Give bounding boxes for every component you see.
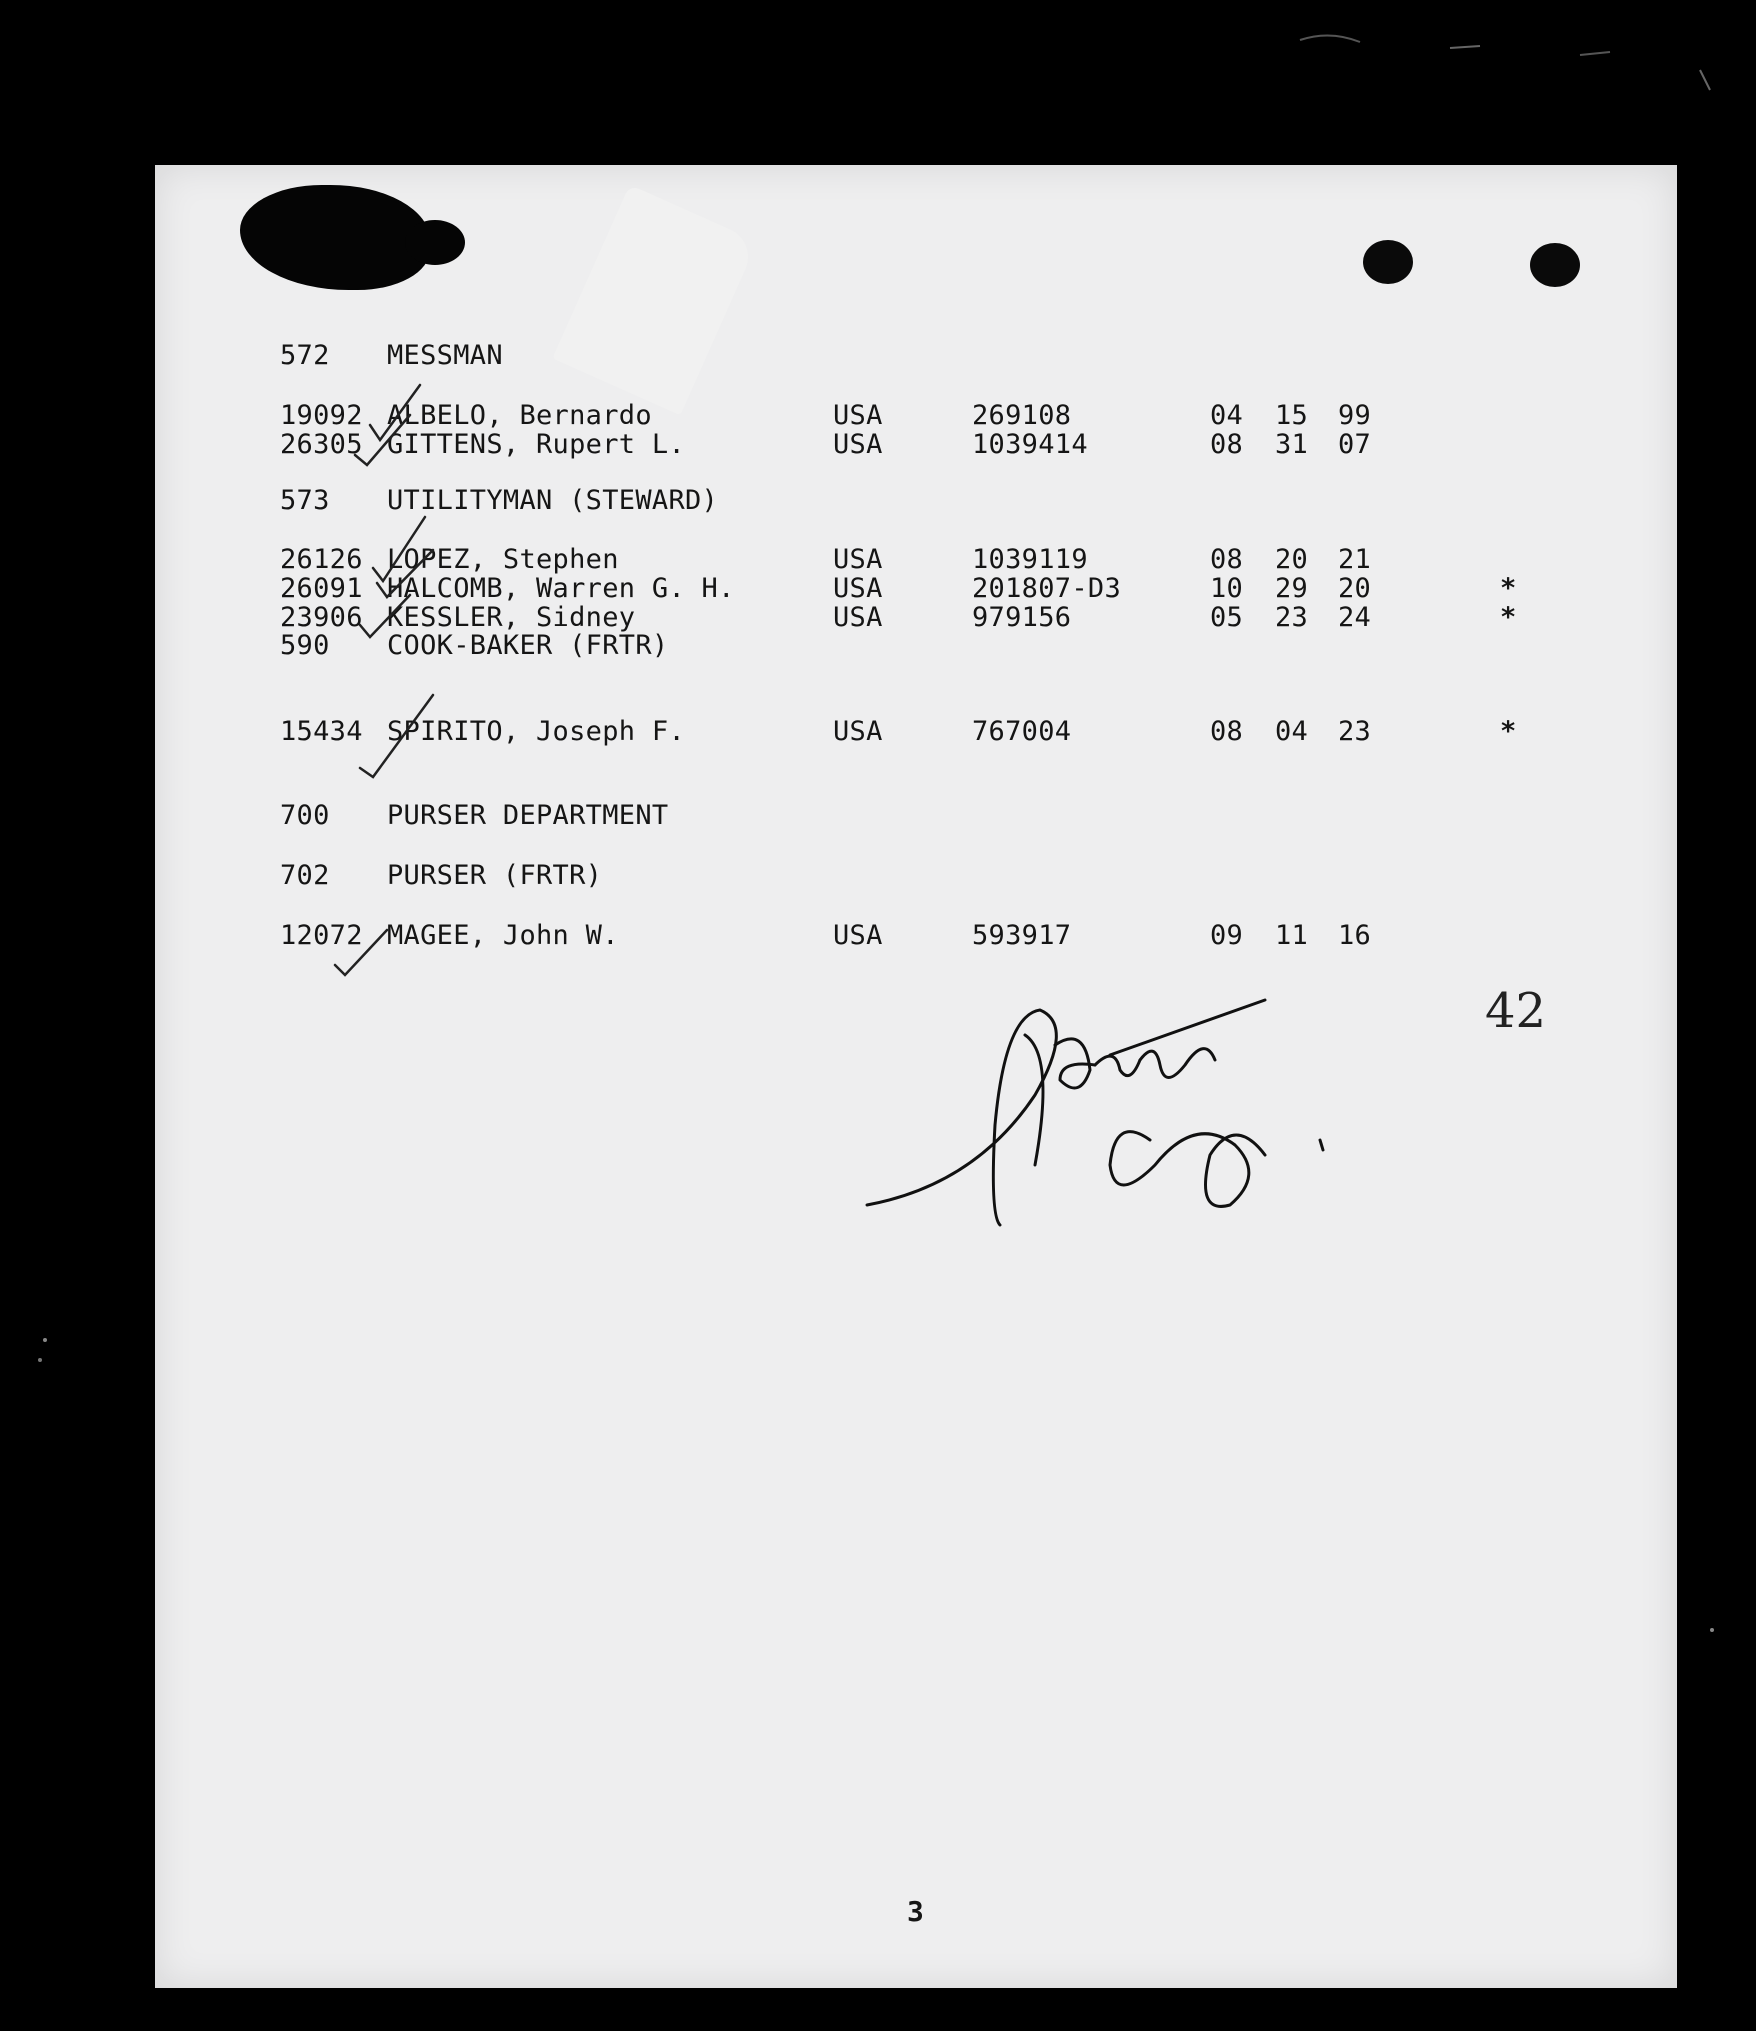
section-title: PURSER DEPARTMENT	[387, 800, 669, 831]
citizenship: USA	[833, 400, 883, 431]
section-code: 702	[280, 860, 330, 891]
crew-name: ALBELO, Bernardo	[387, 400, 652, 431]
birth-year: 99	[1338, 400, 1372, 431]
asterisk-mark: *	[1500, 602, 1517, 633]
section-title: PURSER (FRTR)	[387, 860, 603, 891]
birth-month: 05	[1210, 602, 1244, 633]
crew-name: MAGEE, John W.	[387, 920, 619, 951]
crew-name: GITTENS, Rupert L.	[387, 429, 685, 460]
section-title: UTILITYMAN (STEWARD)	[387, 485, 719, 516]
birth-month: 04	[1210, 400, 1244, 431]
crew-number: 15434	[280, 716, 363, 747]
section-code: 573	[280, 485, 330, 516]
citizenship: USA	[833, 573, 883, 604]
birth-year: 07	[1338, 429, 1372, 460]
section-title: MESSMAN	[387, 340, 503, 371]
birth-day: 11	[1275, 920, 1309, 951]
crew-number: 26126	[280, 544, 363, 575]
birth-day: 23	[1275, 602, 1309, 633]
citizenship: USA	[833, 544, 883, 575]
birth-day: 29	[1275, 573, 1309, 604]
crew-list	[155, 165, 1677, 1988]
crew-name: SPIRITO, Joseph F.	[387, 716, 685, 747]
birth-year: 23	[1338, 716, 1372, 747]
birth-month: 08	[1210, 544, 1244, 575]
birth-year: 16	[1338, 920, 1372, 951]
citizenship: USA	[833, 716, 883, 747]
birth-month: 08	[1210, 716, 1244, 747]
section-title: COOK-BAKER (FRTR)	[387, 630, 669, 661]
birth-year: 21	[1338, 544, 1372, 575]
stamp-number: 42	[1485, 983, 1547, 1039]
crew-number: 26305	[280, 429, 363, 460]
birth-day: 20	[1275, 544, 1309, 575]
crew-name: KESSLER, Sidney	[387, 602, 636, 633]
birth-year: 20	[1338, 573, 1372, 604]
birth-month: 09	[1210, 920, 1244, 951]
crew-number: 26091	[280, 573, 363, 604]
certificate-number: 979156	[972, 602, 1072, 633]
birth-day: 15	[1275, 400, 1309, 431]
citizenship: USA	[833, 920, 883, 951]
crew-name: LOPEZ, Stephen	[387, 544, 619, 575]
section-code: 572	[280, 340, 330, 371]
birth-day: 31	[1275, 429, 1309, 460]
certificate-number: 593917	[972, 920, 1072, 951]
birth-year: 24	[1338, 602, 1372, 633]
asterisk-mark: *	[1500, 716, 1517, 747]
crew-number: 19092	[280, 400, 363, 431]
section-code: 590	[280, 630, 330, 661]
birth-month: 10	[1210, 573, 1244, 604]
certificate-number: 269108	[972, 400, 1072, 431]
certificate-number: 1039414	[972, 429, 1088, 460]
asterisk-mark: *	[1500, 573, 1517, 604]
certificate-number: 767004	[972, 716, 1072, 747]
citizenship: USA	[833, 602, 883, 633]
certificate-number: 1039119	[972, 544, 1088, 575]
section-code: 700	[280, 800, 330, 831]
birth-month: 08	[1210, 429, 1244, 460]
page-number: 3	[907, 1895, 924, 1928]
citizenship: USA	[833, 429, 883, 460]
document-page	[155, 165, 1677, 1988]
crew-number: 12072	[280, 920, 363, 951]
certificate-number: 201807-D3	[972, 573, 1121, 604]
crew-name: HALCOMB, Warren G. H.	[387, 573, 735, 604]
birth-day: 04	[1275, 716, 1309, 747]
crew-number: 23906	[280, 602, 363, 633]
